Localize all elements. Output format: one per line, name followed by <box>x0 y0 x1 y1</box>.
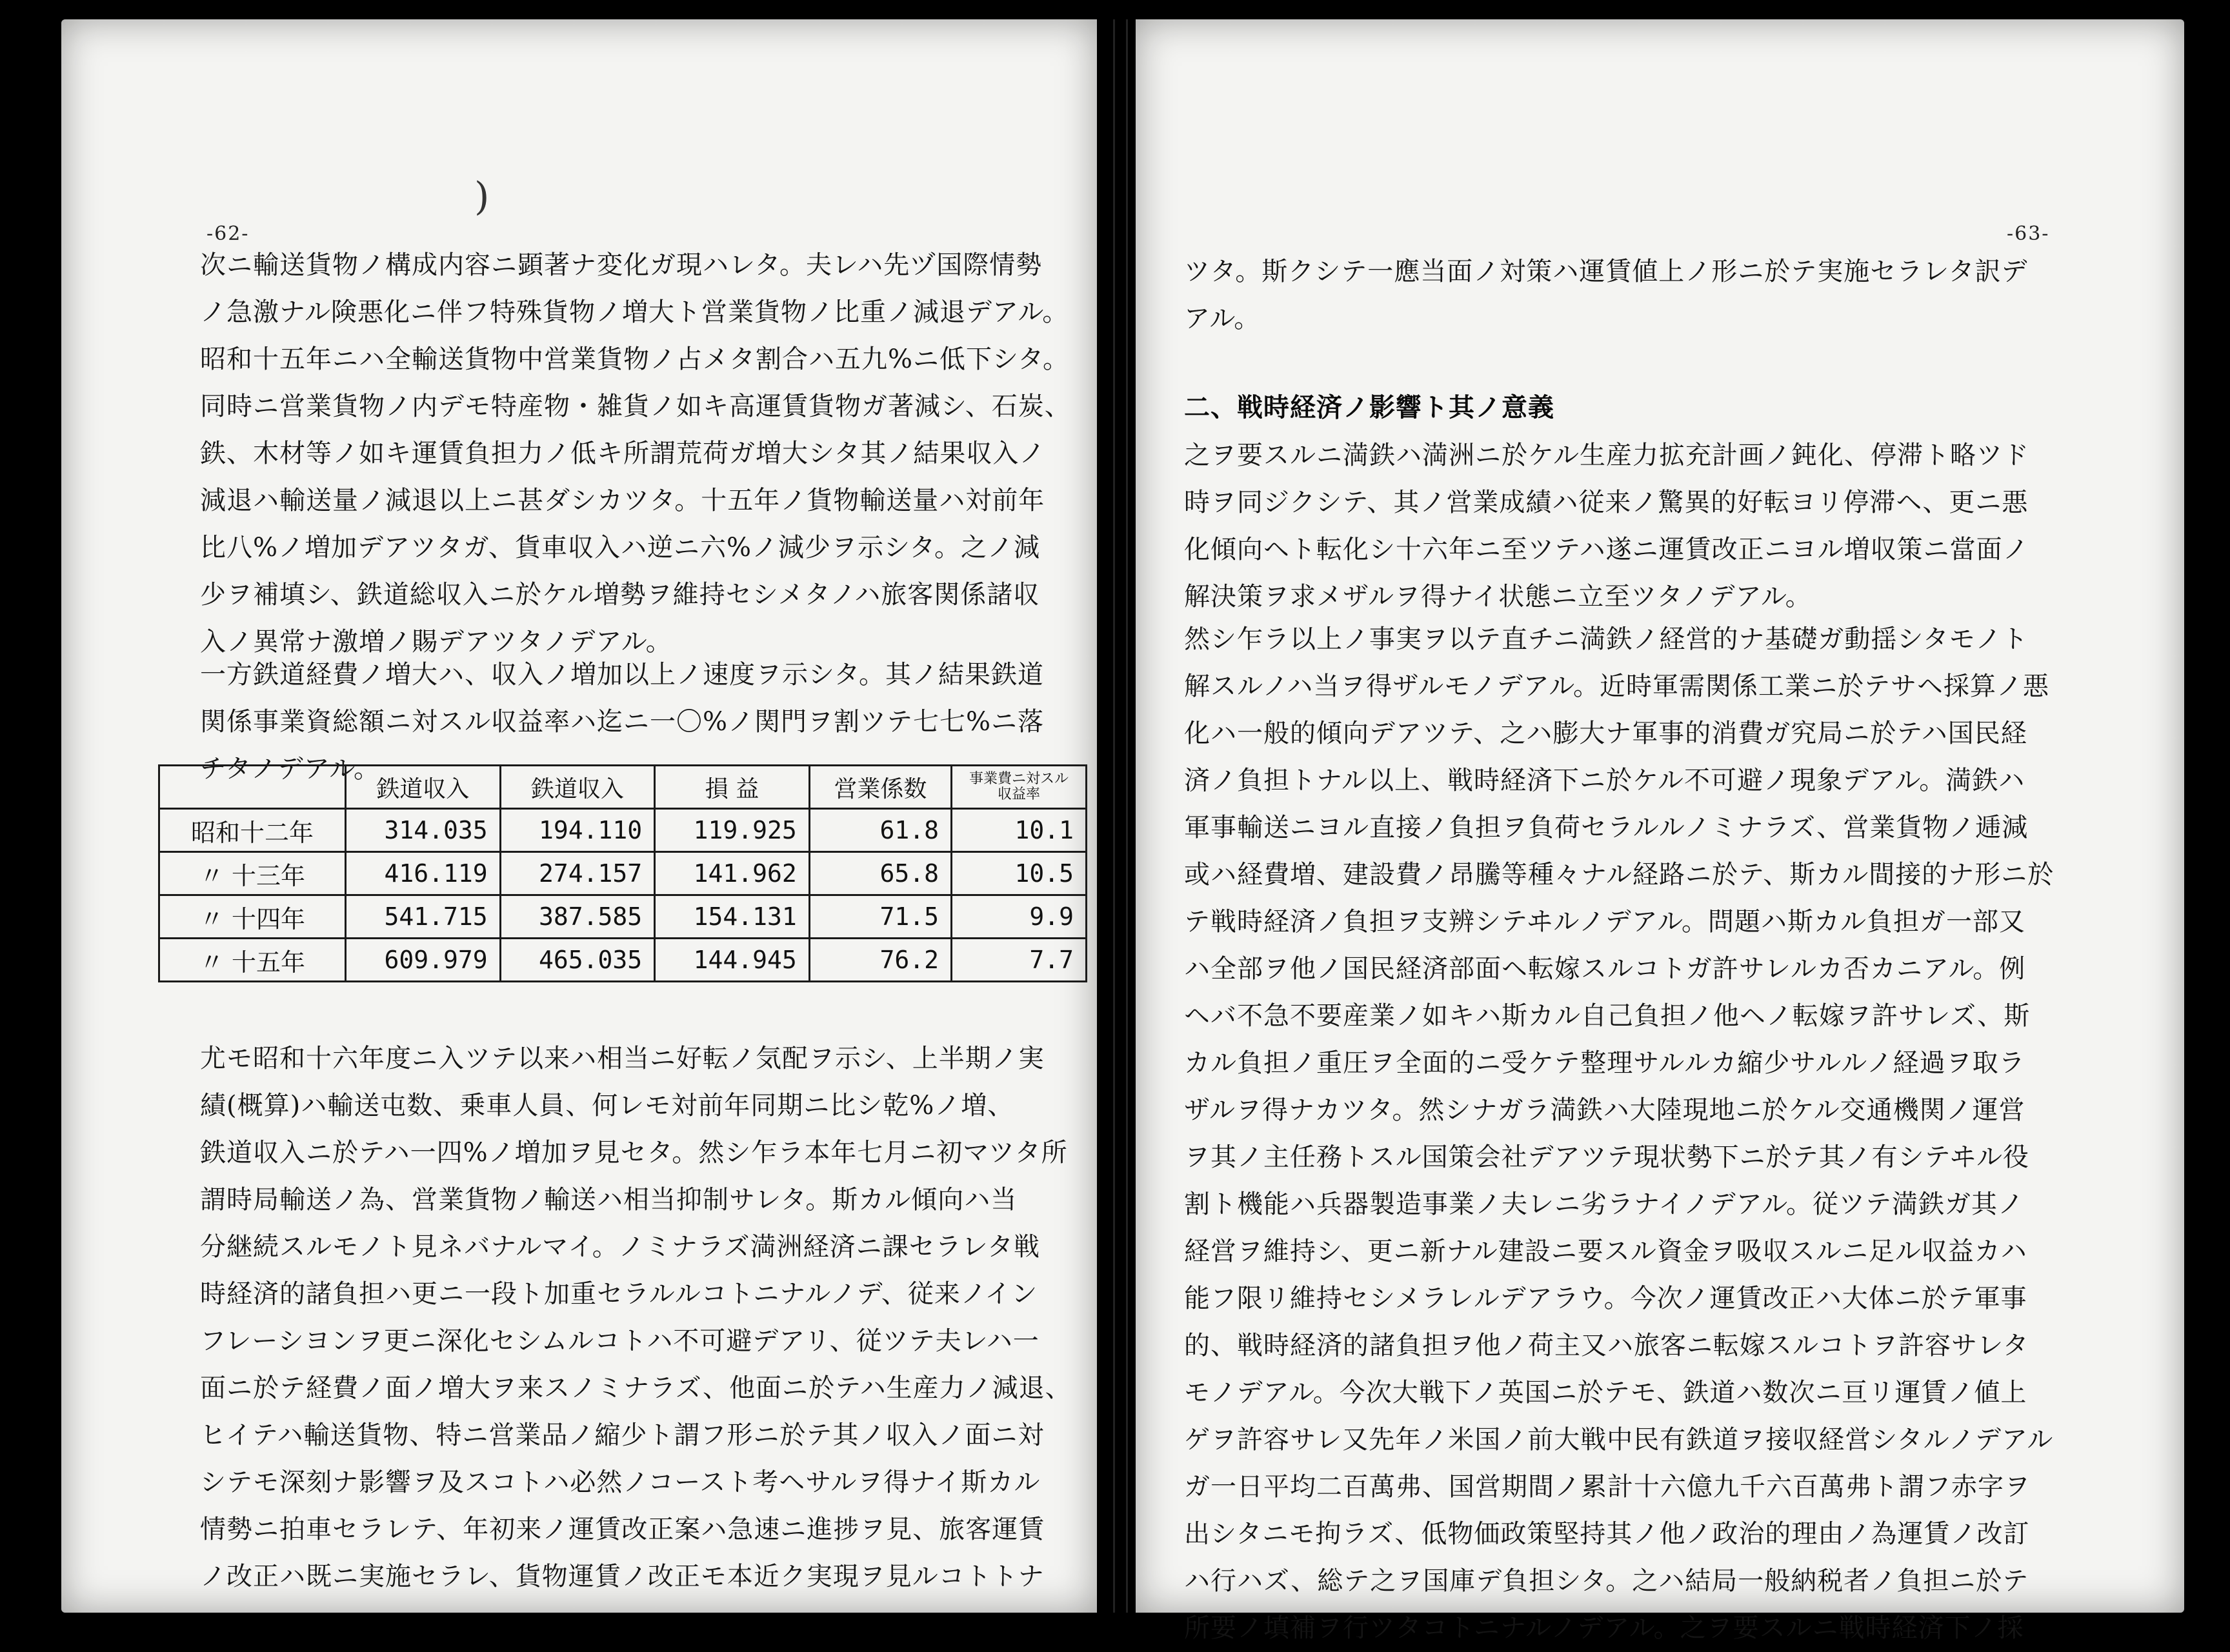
table-cell: 10.5 <box>952 852 1087 895</box>
table-cell: 〃 十三年 <box>159 852 346 895</box>
text-line: 化ハ一般的傾向デアツテ、之ハ膨大ナ軍事的消費ガ究局ニ於テハ国民経 <box>1184 719 2027 748</box>
table-cell: 10.1 <box>952 809 1087 852</box>
table-cell: 71.5 <box>809 895 951 939</box>
text-line: テ戦時経済ノ負担ヲ支辨シテヰルノデアル。問題ハ斯カル負担ガ一部又 <box>1184 907 2025 937</box>
text-line: フレーシヨンヲ更ニ深化セシムルコトハ不可避デアリ、従ツテ夫レハ一 <box>200 1326 1040 1356</box>
text-line: ノ改正ハ既ニ実施セラレ、貨物運賃ノ改正モ本近ク実現ヲ見ルコトトナ <box>200 1562 1045 1591</box>
text-line: 或ハ経費増、建設費ノ昂騰等種々ナル経路ニ於テ、斯カル間接的ナ形ニ於 <box>1184 860 2054 890</box>
text-line: 之ヲ要スルニ満鉄ハ満洲ニ於ケル生産力拡充計画ノ鈍化、停滞ト略ツド <box>1184 441 2029 470</box>
text-line: 鉄道収入ニ於テハ一四%ノ増加ヲ見セタ。然シ乍ラ本年七月ニ初マツタ所 <box>200 1138 1068 1168</box>
book-spine <box>1126 19 1128 1613</box>
text-line: 軍事輸送ニヨル直接ノ負担ヲ負荷セラルルノミナラズ、営業貨物ノ逓減 <box>1184 813 2029 842</box>
table-row <box>159 809 1087 852</box>
text-line: ツタ。斯クシテ一應当面ノ対策ハ運賃値上ノ形ニ於テ実施セラレタ訳デ <box>1184 257 2028 286</box>
table-cell: 76.2 <box>809 939 951 982</box>
left-paragraph-3 <box>200 1035 1097 1600</box>
text-line: 比八%ノ増加デアツタガ、貨車収入ハ逆ニ六%ノ減少ヲ示シタ。之ノ減 <box>200 533 1041 562</box>
text-line: ヒイテハ輸送貨物、特ニ営業品ノ縮少ト謂フ形ニ於テ其ノ収入ノ面ニ対 <box>200 1420 1045 1450</box>
table-cell: 314.035 <box>346 809 501 852</box>
table-row <box>159 852 1087 895</box>
table-cell: 194.110 <box>500 809 655 852</box>
table-cell: 65.8 <box>809 852 951 895</box>
table-header: 損 益 <box>655 766 810 809</box>
table-cell: 541.715 <box>346 895 501 939</box>
table-cell: 〃 十四年 <box>159 895 346 939</box>
table-cell: 〃 十五年 <box>159 939 346 982</box>
text-line: 経営ヲ維持シ、更ニ新ナル建設ニ要スル資金ヲ吸収スルニ足ル収益カハ <box>1184 1237 2027 1266</box>
text-line: アル。 <box>1184 304 1261 333</box>
right-paragraph-2 <box>1184 432 2171 621</box>
text-line: 減退ハ輸送量ノ減退以上ニ甚ダシカツタ。十五年ノ貨物輸送量ハ対前年 <box>200 486 1045 515</box>
table-cell: 416.119 <box>346 852 501 895</box>
table-cell: 9.9 <box>952 895 1087 939</box>
text-line: ハ行ハズ、総テ之ヲ国庫デ負担シタ。之ハ結局一般納税者ノ負担ニ於テ <box>1184 1566 2029 1596</box>
text-line: 尤モ昭和十六年度ニ入ツテ以来ハ相当ニ好転ノ気配ヲ示シ、上半期ノ実 <box>200 1044 1045 1073</box>
pen-mark: ) <box>474 174 490 219</box>
revenue-table <box>158 764 1087 982</box>
text-line: ノ急激ナル険悪化ニ伴フ特殊貨物ノ増大ト営業貨物ノ比重ノ減退デアル。 <box>200 297 1069 327</box>
table-cell: 141.962 <box>655 852 810 895</box>
table-cell: 274.157 <box>500 852 655 895</box>
text-line: 関係事業資総額ニ対スル収益率ハ迄ニ一〇%ノ関門ヲ割ツテ七七%ニ落 <box>200 707 1045 737</box>
text-line: 昭和十五年ニハ全輸送貨物中営業貨物ノ占メタ割合ハ五九%ニ低下シタ。 <box>200 344 1070 374</box>
text-line: 然シ乍ラ以上ノ事実ヲ以テ直チニ満鉄ノ経営的ナ基礎ガ動揺シタモノト <box>1184 624 2029 654</box>
text-line: チタノデアル。 <box>200 754 380 784</box>
right-page <box>1136 19 2184 1643</box>
text-line: 情勢ニ拍車セラレテ、年初来ノ運賃改正案ハ急速ニ進捗ヲ見、旅客運賃 <box>200 1515 1045 1544</box>
text-line: シテモ深刻ナ影響ヲ及スコトハ必然ノコースト考ヘサルヲ得ナイ斯カル <box>200 1468 1041 1497</box>
table-header: 鉄道収入 <box>346 766 501 809</box>
table-row <box>159 895 1087 939</box>
text-line: 能フ限リ維持セシメラレルデアラウ。今次ノ運賃改正ハ大体ニ於テ軍事 <box>1184 1284 2027 1313</box>
text-line: モノデアル。今次大戦下ノ英国ニ於テモ、鉄道ハ数次ニ亘リ運賃ノ値上 <box>1184 1378 2027 1408</box>
text-line: 績(概算)ハ輸送屯数、乗車人員、何レモ対前年同期ニ比シ乾%ノ増、 <box>200 1091 1014 1120</box>
text-line: 化傾向ヘト転化シ十六年ニ至ツテハ遂ニ運賃改正ニヨル増収策ニ當面ノ <box>1184 535 2029 564</box>
text-line: ゲヲ許容サレ又先年ノ米国ノ前大戦中民有鉄道ヲ接収経営シタルノデアル <box>1184 1425 2054 1455</box>
text-line: 一方鉄道経費ノ増大ハ、収入ノ増加以上ノ速度ヲ示シタ。其ノ結果鉄道 <box>200 660 1044 690</box>
table-header-row <box>159 766 1087 809</box>
table-cell: 昭和十二年 <box>159 809 346 852</box>
table-cell: 465.035 <box>500 939 655 982</box>
table-cell: 154.131 <box>655 895 810 939</box>
text-line: 解スルノハ当ヲ得ザルモノデアル。近時軍需関係工業ニ於テサヘ採算ノ悪 <box>1184 672 2049 701</box>
text-line: 鉄、木材等ノ如キ運賃負担力ノ低キ所謂荒荷ガ増大シタ其ノ結果収入ノ <box>200 439 1046 468</box>
table-header: 鉄道収入 <box>500 766 655 809</box>
text-line: 解決策ヲ求メザルヲ得ナイ状態ニ立至ツタノデアル。 <box>1184 582 1812 612</box>
text-line: ヲ其ノ主任務トスル国策会社デアツテ現状勢下ニ於テ其ノ有シテヰル役 <box>1184 1142 2029 1172</box>
page-number: -62- <box>206 223 250 245</box>
table-cell: 7.7 <box>952 939 1087 982</box>
left-paragraph-1 <box>200 242 1097 666</box>
text-line: 少ヲ補填シ、鉄道総収入ニ於ケル増勢ヲ維持セシメタノハ旅客関係諸収 <box>200 580 1040 610</box>
text-line: 出シタニモ拘ラズ、低物価政策堅持其ノ他ノ政治的理由ノ為運賃ノ改訂 <box>1184 1519 2030 1549</box>
text-line: 時経済的諸負担ハ更ニ一段ト加重セラルルコトニナルノデ、従来ノイン <box>200 1279 1038 1309</box>
page-number: -63- <box>2007 223 2050 245</box>
table-header: 営業係数 <box>809 766 951 809</box>
table-header: 事業費ニ対スル収益率 <box>952 766 1087 809</box>
text-line: カル負担ノ重圧ヲ全面的ニ受ケテ整理サルルカ縮少サルルノ経過ヲ取ラ <box>1184 1048 2025 1078</box>
text-line: 割ト機能ハ兵器製造事業ノ夫レニ劣ラナイノデアル。従ツテ満鉄ガ其ノ <box>1184 1189 2024 1219</box>
text-line: 的、戦時経済的諸負担ヲ他ノ荷主又ハ旅客ニ転嫁スルコトヲ許容サレタ <box>1184 1331 2029 1360</box>
text-line: 分継続スルモノト見ネバナルマイ。ノミナラズ満洲経済ニ課セラレタ戦 <box>200 1232 1040 1262</box>
text-line: ヘバ不急不要産業ノ如キハ斯カル自己負担ノ他ヘノ転嫁ヲ許サレズ、斯 <box>1184 1001 2031 1031</box>
table-row <box>159 939 1087 982</box>
text-line: ガ一日平均二百萬弗、国営期間ノ累計十六億九千六百萬弗ト謂フ赤字ヲ <box>1184 1472 2031 1502</box>
text-line: 次ニ輸送貨物ノ構成内容ニ顕著ナ変化ガ現ハレタ。夫レハ先ヅ国際情勢 <box>200 250 1043 280</box>
table-cell: 144.945 <box>655 939 810 982</box>
text-line: 済ノ負担トナル以上、戦時経済下ニ於ケル不可避ノ現象デアル。満鉄ハ <box>1184 766 2025 795</box>
section-heading: 二、戦時経済ノ影響ト其ノ意義 <box>1184 392 1554 423</box>
table-cell: 387.585 <box>500 895 655 939</box>
right-paragraph-1 <box>1184 248 2171 343</box>
text-line: 面ニ於テ経費ノ面ノ増大ヲ来スノミナラズ、他面ニ於テハ生産力ノ減退、 <box>200 1373 1072 1403</box>
table-header <box>159 766 346 809</box>
table-cell: 61.8 <box>809 809 951 852</box>
text-line: 時ヲ同ジクシテ、其ノ営業成績ハ従来ノ驚異的好転ヨリ停滞ヘ、更ニ悪 <box>1184 488 2029 517</box>
text-line: 謂時局輸送ノ為、営業貨物ノ輸送ハ相当抑制サレタ。斯カル傾向ハ当 <box>200 1185 1018 1215</box>
table-cell: 119.925 <box>655 809 810 852</box>
right-heading-block <box>1184 384 2171 431</box>
text-line: ザルヲ得ナカツタ。然シナガラ満鉄ハ大陸現地ニ於ケル交通機関ノ運営 <box>1184 1095 2025 1125</box>
text-line: 同時ニ営業貨物ノ内デモ特産物・雑貨ノ如キ高運賃貨物ガ著減シ、石炭、 <box>200 392 1071 421</box>
text-line: 所要ノ填補ヲ行ツタコトニナルノデアル。之ヲ要スルニ戦時経済下ノ採 <box>1184 1613 2024 1643</box>
text-line: ハ全部ヲ他ノ国民経済部面ヘ転嫁スルコトガ許サレルカ否カニアル。例 <box>1184 954 2026 984</box>
table-cell: 609.979 <box>346 939 501 982</box>
right-paragraph-3 <box>1184 616 2171 1652</box>
text-line: 入ノ異常ナ激増ノ賜デアツタノデアル。 <box>200 627 672 657</box>
book-spine <box>1113 19 1115 1613</box>
